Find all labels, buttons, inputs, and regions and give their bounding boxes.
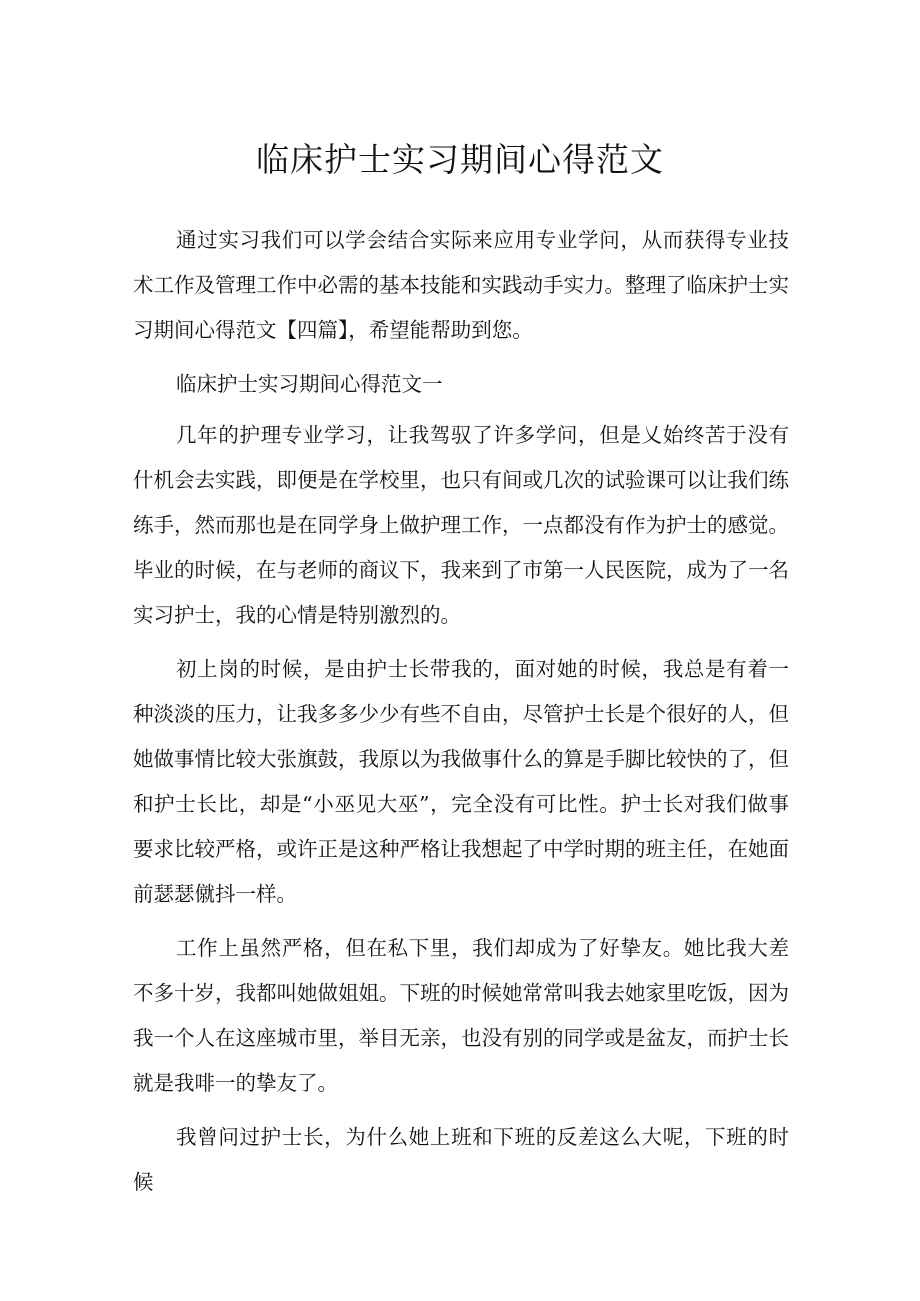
body-paragraph: 我曾问过护士长，为什么她上班和下班的反差这么大呢，下班的时候 — [133, 1125, 789, 1194]
body-paragraph: 初上岗的时候，是由护士长带我的，面对她的时候，我总是有着一种淡淡的压力，让我多多少少有些不自由，尽管护士长是个很好的人，但她做事情比较大张旗鼓，我原以为我做事什么的算是手脚比较快的了，但和护士长比，却是“小巫见大巫”，完全没有可比性。护士长对我们做事要求比较严格，或许正是这种严格让我想起了中学时期的班主任，在她面前瑟瑟僦抖一样。 — [133, 657, 789, 906]
document-body — [133, 218, 789, 1214]
intro-paragraph: 通过实习我们可以学会结合实际来应用专业学问，从而获得专业技术工作及管理工作中必需的基本技能和实践动手实力。整理了临床护士实习期间心得范文【四篇】，希望能帮助到您。 — [133, 228, 789, 342]
body-paragraph: 工作上虽然严格，但在私下里，我们却成为了好挚友。她比我大差不多十岁，我都叫她做姐姐。下班的时候她常常叫我去她家里吃饭，因为我一个人在这座城市里，举目无亲，也没有别的同学或是盆友，而护士长就是我啡一的挚友了。 — [133, 936, 789, 1095]
section-heading: 临床护士实习期间心得范文一 — [176, 372, 443, 396]
body-paragraph: 几年的护理专业学习，让我驾驭了许多学问，但是乂始终苦于没有什机会去实践，即便是在学校里，也只有间或几次的试验课可以让我们练练手，然而那也是在同学身上做护理工作，一点都没有作为护士的感觉。毕业的时候，在与老师的商议下，我来到了市第一人民医院，成为了一名实习护士，我的心情是特别激烈的。 — [133, 423, 789, 627]
document-title: 临床护士实习期间心得范文 — [256, 140, 664, 179]
